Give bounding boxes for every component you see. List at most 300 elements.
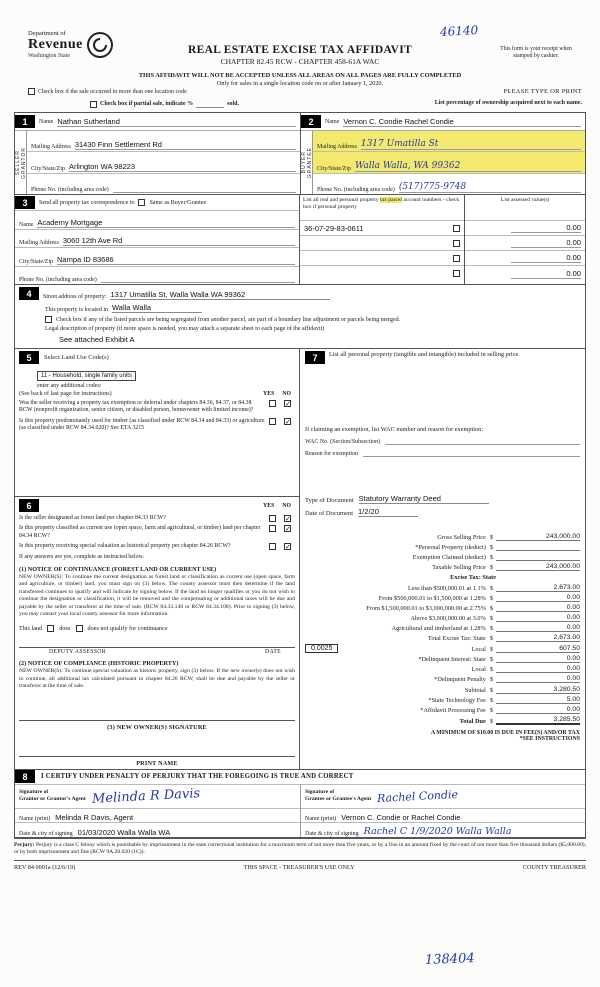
grantor-sig-label-line1: Signature of <box>19 789 49 796</box>
tax-value-field[interactable]: 0.00 <box>496 594 580 602</box>
tax-row-technology-fee <box>305 696 580 704</box>
grantee-date-row <box>301 823 585 837</box>
buyer-city-row <box>313 152 585 173</box>
send-correspondence-label: Send all property tax correspondence to <box>39 199 135 206</box>
multi-location-label: Check box if the sale occurred in more than one location code <box>38 88 187 95</box>
buyer-name-row <box>301 113 585 131</box>
tax-label: Local <box>471 646 486 654</box>
same-as-buyer-label: Same as Buyer/Grantee <box>149 199 207 206</box>
deputy-assessor-label: DEPUTY ASSESSOR <box>49 649 106 656</box>
new-owner-signature-label: (3) NEW OWNER(S) SIGNATURE <box>107 723 207 731</box>
parcel-header-pre: List all real and personal property <box>303 197 379 203</box>
grantee-name-field[interactable]: Vernon C. Condie or Rachel Condie <box>341 812 461 822</box>
tax-label: Total Due <box>459 717 486 725</box>
forest-answers <box>269 515 295 522</box>
header-row-1 <box>28 88 582 95</box>
personal-property-label: List all personal property (tangible and intangible) included in selling price. <box>329 351 520 358</box>
tax-value-field[interactable]: 0.00 <box>496 665 580 673</box>
tax-row-gross <box>305 533 580 541</box>
grantee-date-field[interactable]: Rachel C 1/9/2020 Walla Walla <box>363 825 512 837</box>
assessed-row <box>465 266 585 281</box>
personal-property-checkbox[interactable] <box>453 240 460 247</box>
dollar-sign: $ <box>489 544 493 552</box>
please-type-label: PLEASE TYPE OR PRINT <box>503 88 582 95</box>
parties-row <box>15 113 585 195</box>
current-use-yes-checkbox[interactable] <box>269 525 276 532</box>
buyer-phone-label: Phone No. (including area code) <box>317 186 395 193</box>
segregated-label: Check box if any of the listed parcels are being segregated from another parcel, are part of a boundary line adjustment or parcels being merged. <box>56 317 401 323</box>
same-as-buyer-checkbox[interactable] <box>138 199 145 206</box>
doc-date-field[interactable]: 1/2/20 <box>358 507 418 517</box>
forest-question-row <box>19 515 295 522</box>
parcel-row <box>300 221 464 236</box>
tax-row-tier2 <box>305 594 580 602</box>
historic-question: Is this property receiving special valuation as historical property per chapter 84.26 RCW? <box>19 543 231 550</box>
ownership-note: List percentage of ownership acquired next to each name. <box>434 100 582 106</box>
seller-city-row <box>27 152 300 173</box>
multi-location-line <box>28 88 187 95</box>
buyer-phone-field[interactable]: (517)775-9748 <box>399 182 581 193</box>
certification-grid <box>15 785 585 837</box>
deputy-assessor-labels <box>19 648 295 655</box>
dollar-sign: $ <box>489 686 493 694</box>
dollar-sign: $ <box>489 646 493 654</box>
certification-head <box>15 770 585 785</box>
grantor-sig-label-line2: Grantor or Grantor's Agent <box>19 796 86 803</box>
reason-row <box>305 448 580 457</box>
segregated-checkbox[interactable] <box>45 316 52 323</box>
notice-continuance-text: NEW OWNER(S): To continue the current designation as forest land or classification as current use (open space, farm and agriculture, or timber) land, you must sign on (3) below. The county assessor must then determine if the land transferred continues to qualify and will indicate by signing below. If the land no longer qualifies or you do not wish to continue the designation or classification, it will be removed and the compensating or additional taxes will be due and payable by the seller or transferor at the time of sale. (RCW 84.33.140 or RCW 84.34.108). Prior to signing (3) below, you may contact your local county assessor for more information. <box>19 573 295 617</box>
reason-label: Reason for exemption <box>305 451 358 457</box>
header-row-2 <box>90 100 582 108</box>
timber-yes-checkbox[interactable] <box>269 418 276 425</box>
seller-side-word-1: SELLER <box>14 149 21 176</box>
certification-section <box>15 770 585 838</box>
tax-row-local <box>305 644 580 653</box>
tax-value-field[interactable] <box>496 543 580 551</box>
doc-date-row <box>305 507 580 517</box>
minimum-due-note: A MINIMUM OF $10.00 IS DUE IN FEE(S) AND/OR TAX <box>430 729 580 736</box>
tax-value-field[interactable]: 0.00 <box>496 675 580 683</box>
tax-value-field[interactable]: 607.50 <box>496 645 580 653</box>
yes-no-header <box>263 391 295 397</box>
tax-label: *Delinquent Interest: State <box>418 656 486 664</box>
buyer-side-word-1: BUYER <box>300 151 307 174</box>
section-6-number: 6 <box>19 499 39 512</box>
parcel-row <box>300 236 464 251</box>
correspondence-phone-field[interactable] <box>101 274 295 283</box>
correspondence-name-label: Name <box>19 221 34 228</box>
seller-side-word-2: GRANTOR <box>20 146 27 179</box>
seller-city-label: City/State/Zip <box>31 165 65 172</box>
buyer-side-label <box>301 131 313 194</box>
tax-value-field[interactable]: 3,285.50 <box>496 716 580 725</box>
street-address-field[interactable]: 1317 Umatilla St, Walla Walla WA 99362 <box>110 290 330 300</box>
no-header-label: NO <box>282 391 291 397</box>
buyer-name-field[interactable]: Vernon C. Condie Rachel Condie <box>343 117 581 127</box>
land-use-section <box>15 349 299 497</box>
seller-name-field[interactable]: Nathan Sutherland <box>57 117 296 127</box>
section-8-number: 8 <box>15 770 35 783</box>
tax-row-total-due <box>305 716 580 725</box>
tax-value-field[interactable] <box>496 553 580 561</box>
buyer-city-field[interactable]: Walla Walla, WA 99362 <box>355 161 581 172</box>
legal-description-label: Legal description of property (if more space is needed, you may attach a separate sheet to each page of the affidavit) <box>45 326 325 332</box>
seller-name-label: Name <box>39 118 54 125</box>
wac-label: WAC No. (Section/Subsection) <box>305 439 381 445</box>
forest-land-section <box>15 497 299 769</box>
buyer-side-word-2: GRANTEE <box>306 146 313 179</box>
dollar-sign: $ <box>489 696 493 704</box>
deputy-assessor-signature-line[interactable] <box>19 632 295 648</box>
land-use-head <box>19 351 295 364</box>
dollar-sign: $ <box>489 614 493 622</box>
grantor-name-field[interactable]: Melinda R Davis, Agent <box>55 812 134 822</box>
property-section <box>15 285 585 349</box>
tax-label: Taxable Selling Price <box>432 564 486 572</box>
grantor-date-field[interactable]: 01/03/2020 Walla Walla WA <box>77 827 171 837</box>
current-use-question: Is this property classified as current use (open space, farm and agricultural, or timber) land per chapter 84.34 RCW? <box>19 525 261 539</box>
parcel-column-header <box>300 195 464 221</box>
qualify-row <box>19 625 295 632</box>
seller-mailing-field[interactable]: 31430 Finn Settlement Rd <box>75 140 296 150</box>
historic-question-row <box>19 543 295 550</box>
buyer-mailing-field[interactable]: 1317 Umatilla St <box>361 139 581 150</box>
tax-row-total-state <box>305 634 580 642</box>
tax-value-field[interactable]: 0.00 <box>496 614 580 622</box>
forest-yes-no-header <box>263 503 295 509</box>
correspondence-city-label: City/State/Zip <box>19 258 53 265</box>
parcel-header-post: account numbers - check box if personal property <box>303 197 460 210</box>
tax-label: From $1,500,000.01 to $3,000,000.00 at 2.75% <box>366 604 486 612</box>
buyer-body <box>301 131 585 194</box>
partial-sale-suffix: sold. <box>227 101 240 107</box>
section-1-number: 1 <box>15 115 35 128</box>
additional-codes-label: enter any additional codes: <box>37 383 102 389</box>
seller-body <box>15 131 300 194</box>
assessed-value-field[interactable]: 0.00 <box>511 238 581 248</box>
personal-property-checkbox[interactable] <box>453 270 460 277</box>
rev-number: REV 84 0001a (12/6/19) <box>14 864 76 872</box>
tax-value-field <box>496 573 580 581</box>
does-label: does <box>59 625 71 633</box>
dollar-sign: $ <box>489 564 493 572</box>
reason-field[interactable] <box>363 448 580 457</box>
exemption-answers <box>269 400 295 415</box>
main-columns <box>15 349 585 770</box>
tax-row-taxable <box>305 563 580 571</box>
correspondence-mailing-field[interactable]: 3060 12th Ave Rd <box>63 236 295 246</box>
revenue-line: Revenue <box>28 37 83 52</box>
tax-row-delinquent-penalty <box>305 675 580 683</box>
tax-value-field[interactable]: 0.00 <box>496 655 580 663</box>
seller-fields <box>27 131 300 194</box>
tax-value-field[interactable]: 3,280.50 <box>496 686 580 694</box>
notice-continuance-title: (1) NOTICE OF CONTINUANCE (FOREST LAND OR CURRENT USE) <box>19 565 217 573</box>
timber-answers <box>269 418 295 433</box>
correspondence-mailing-row <box>15 230 299 249</box>
tax-value-field[interactable]: 0.00 <box>496 624 580 632</box>
dollar-sign: $ <box>489 624 493 632</box>
receipt-note: This form is your receipt when stamped by cashier. <box>500 46 572 60</box>
dollar-sign: $ <box>489 676 493 684</box>
buyer-name-label: Name <box>325 118 340 125</box>
grantor-signature[interactable]: Melinda R Davis <box>91 785 201 807</box>
timber-no-checkbox[interactable]: ✓ <box>285 417 291 426</box>
seller-section <box>15 113 300 194</box>
land-use-code-field[interactable]: 11 - Household, single family units <box>37 371 136 381</box>
land-use-label: Select Land Use Code(s) <box>44 354 109 361</box>
wac-field[interactable] <box>385 436 580 445</box>
buyer-phone-row <box>313 174 585 194</box>
seller-phone-label: Phone No. (including area code) <box>31 186 109 193</box>
tax-label: Less than $500,000.01 at 1.1% <box>408 584 486 592</box>
form-chapter: CHAPTER 82.45 RCW - CHAPTER 458-61A WAC <box>220 57 380 66</box>
tax-row-delinquent-interest-state <box>305 655 580 663</box>
right-column <box>300 349 585 769</box>
seller-side-label <box>15 131 27 194</box>
deputy-date-label: DATE <box>264 649 281 656</box>
tax-label: *Affidavit Processing Fee <box>420 706 486 714</box>
forest-no-checkbox[interactable]: ✓ <box>285 515 291 523</box>
personal-property-blank-area[interactable] <box>305 364 580 426</box>
correspondence-fields <box>15 211 299 284</box>
tax-row-agricultural <box>305 624 580 632</box>
grantee-name-label: Name (print) <box>305 815 337 822</box>
treasurer-space-label: THIS SPACE - TREASURER'S USE ONLY <box>243 864 355 872</box>
tax-value-field[interactable]: 5.00 <box>496 696 580 704</box>
forest-yes-checkbox[interactable] <box>269 515 276 522</box>
located-in-row <box>45 303 581 313</box>
assessed-value-field[interactable]: 0.00 <box>511 269 581 279</box>
personal-property-checkbox[interactable] <box>453 255 460 262</box>
tax-label: Exemption Claimed (deduct) <box>412 554 486 562</box>
tax-value-field[interactable]: 0.00 <box>496 706 580 714</box>
current-use-question-row <box>19 525 295 540</box>
instructions-yn-row <box>19 391 295 397</box>
seller-mailing-row <box>27 131 300 152</box>
form-title: REAL ESTATE EXCISE TAX AFFIDAVIT <box>188 44 412 56</box>
forest-yes-header: YES <box>263 502 275 509</box>
dollar-sign: $ <box>489 594 493 602</box>
correspondence-phone-row <box>15 267 299 285</box>
tax-label: *Delinquent Penalty <box>434 676 486 684</box>
dollar-sign: $ <box>489 656 493 664</box>
historic-no-checkbox[interactable]: ✓ <box>285 543 291 552</box>
washington-state-line: Washington State <box>28 53 71 59</box>
correspondence-city-row <box>15 248 299 267</box>
section-5-number: 5 <box>19 351 39 364</box>
see-instructions-note: *SEE INSTRUCTIONS <box>519 735 580 742</box>
exemption-yes-checkbox[interactable] <box>269 400 276 407</box>
tax-label: Above $3,000,000.00 at 3.0% <box>410 614 486 622</box>
correspondence-name-row <box>15 211 299 230</box>
doc-type-label: Type of Document <box>305 497 354 504</box>
parcel-row <box>300 251 464 266</box>
tax-label: Gross Selling Price <box>437 534 486 542</box>
dollar-sign: $ <box>489 604 493 612</box>
exemption-claim-label: If claiming an exemption, list WAC number and reason for exemption: <box>305 426 484 433</box>
correspondence-parcels-row <box>15 195 585 285</box>
tax-row-tier4 <box>305 614 580 622</box>
tax-value-field[interactable]: 2,673.00 <box>496 584 580 592</box>
assessed-value-field[interactable]: 0.00 <box>511 223 581 233</box>
current-use-no-checkbox[interactable]: ✓ <box>285 525 291 534</box>
yes-header-label: YES <box>263 391 275 397</box>
buyer-mailing-label: Mailing Address <box>317 144 357 151</box>
print-name-line[interactable] <box>19 741 295 757</box>
exemption-no-checkbox[interactable]: ✓ <box>285 400 291 408</box>
grantee-name-row <box>301 809 585 823</box>
warning-line: THIS AFFIDAVIT WILL NOT BE ACCEPTED UNLESS ALL AREAS ON ALL PAGES ARE FULLY COMPLETED <box>138 72 462 79</box>
correspondence-city-field[interactable]: Nampa ID 83686 <box>57 255 295 265</box>
does-checkbox[interactable] <box>47 625 54 632</box>
seller-phone-row <box>27 174 300 194</box>
located-in-label: This property is located in <box>45 307 108 313</box>
section-7-number: 7 <box>305 351 325 364</box>
perjury-body: Perjury is a class C felony which is punishable by imprisonment in the state correctional institution for a maximum term of not more than five years, or by a fine in an amount fixed by the court of not more than five thousand dollars ($5,000.00), or by both imprisonment and fine (RCW 9A.20.020 (1C)). <box>14 841 586 855</box>
forest-head <box>19 499 295 512</box>
grantee-sig-label-line2: Grantee or Grantee's Agent <box>305 796 372 803</box>
county-treasurer-label: COUNTY TREASURER <box>522 864 586 872</box>
section-4-number: 4 <box>19 287 39 300</box>
grantor-signature-row <box>15 785 300 809</box>
grantee-sig-label-line1: Signature of <box>305 789 335 796</box>
assessed-value-field[interactable]: 0.00 <box>511 253 581 263</box>
tax-row-affidavit-fee <box>305 706 580 714</box>
new-owner-signature-line[interactable] <box>19 705 295 721</box>
personal-property-head <box>305 351 580 364</box>
tax-label: Local <box>471 666 486 674</box>
forest-no-header: NO <box>282 502 291 509</box>
correspondence-name-field[interactable]: Academy Mortgage <box>37 218 295 228</box>
tax-label: *State Technology Fee <box>428 696 486 704</box>
seller-mailing-label: Mailing Address <box>31 144 71 151</box>
form-footer <box>14 860 586 871</box>
buyer-mailing-row <box>313 131 585 152</box>
tax-table <box>305 531 580 725</box>
dept-line: Department of <box>28 30 66 37</box>
legal-description-value-row <box>59 335 581 344</box>
assessed-row <box>465 221 585 236</box>
seller-phone-field[interactable] <box>113 184 296 193</box>
this-land-label: This land <box>19 625 43 633</box>
street-address-label: Street address of property: <box>43 294 107 300</box>
buyer-fields <box>313 131 585 194</box>
parcel-column <box>300 195 465 284</box>
partial-sale-blank[interactable] <box>196 100 224 108</box>
dollar-sign: $ <box>489 534 493 542</box>
correspondence-head <box>15 195 299 211</box>
partial-sale-checkbox[interactable] <box>90 101 97 108</box>
exemption-question: Was the seller receiving a property tax exemption or deferral under chapters 84.36, 84.37, or 84.38 RCW (nonprofit organization, senior citizen, or disabled person, homeowner with limited income)? <box>19 400 254 414</box>
seller-name-row <box>15 113 300 131</box>
does-not-checkbox[interactable] <box>76 625 83 632</box>
complete-note: If any answers are yes, complete as instructed below. <box>19 553 144 560</box>
tax-value-field[interactable]: 243,000.00 <box>496 533 580 541</box>
tax-label: Total Excise Tax: State <box>427 635 486 643</box>
tax-row-personal-deduct <box>305 543 580 551</box>
legal-description-field[interactable]: See attached Exhibit A <box>59 335 135 344</box>
local-rate-box[interactable]: 0.0025 <box>305 644 338 653</box>
tax-row-exemption-deduct <box>305 553 580 561</box>
grantor-signature-label <box>19 789 86 802</box>
tax-row-excise-header <box>305 573 580 581</box>
left-column <box>15 349 300 769</box>
parcel-row <box>300 266 464 281</box>
partial-sale-label: Check box if partial sale, indicate % <box>100 101 194 107</box>
assessed-column-header: List assessed value(s) <box>465 195 585 221</box>
tax-label: Agricultural and timberland at 1.28% <box>391 624 486 632</box>
multi-location-checkbox[interactable] <box>28 88 35 95</box>
receipt-number-handwritten: 46140 <box>439 23 479 39</box>
parcel-header-highlight: tax parcel <box>380 197 402 203</box>
dollar-sign: $ <box>489 584 493 592</box>
legal-description-row <box>45 326 581 332</box>
grantor-date-label: Date & city of signing <box>19 830 73 837</box>
form-header <box>0 0 600 112</box>
seller-city-field[interactable]: Arlington WA 98223 <box>69 162 296 172</box>
correspondence-phone-label: Phone No. (including area code) <box>19 277 97 283</box>
print-name-label: PRINT NAME <box>136 759 178 767</box>
dollar-sign: $ <box>489 554 493 562</box>
doc-type-field[interactable]: Statutory Warranty Deed <box>359 494 489 504</box>
grantor-name-row <box>15 809 300 823</box>
single-location-note: Only for sales in a single location code on or after January 1, 2020. <box>216 80 384 87</box>
personal-property-checkbox[interactable] <box>453 225 460 232</box>
tax-label: Subtotal <box>464 686 486 694</box>
buyer-section <box>300 113 585 194</box>
dollar-sign: $ <box>489 706 493 714</box>
assessed-row <box>465 236 585 251</box>
tax-label: From $500,000.01 to $1,500,000 at 1.28% <box>378 594 486 602</box>
grantee-half <box>300 785 585 837</box>
dollar-sign: $ <box>489 666 493 674</box>
segregated-row <box>45 316 581 323</box>
tax-label: *Personal Property (deduct) <box>415 544 486 552</box>
reason-blank-area[interactable] <box>305 457 580 491</box>
tax-row-tier3 <box>305 604 580 612</box>
parcel-number-field[interactable]: 36-07-29-83-0611 <box>304 223 364 233</box>
see-back-note: (See back of last page for instructions) <box>19 391 112 397</box>
tax-value-field[interactable]: 243,000.00 <box>496 563 580 571</box>
perjury-label: Perjury: <box>14 841 35 848</box>
perjury-note <box>14 842 586 857</box>
street-address-row <box>19 287 581 300</box>
historic-yes-checkbox[interactable] <box>269 543 276 550</box>
tax-value-field[interactable]: 0.00 <box>496 604 580 612</box>
notice-compliance-text: NEW OWNER(S): To continue special valuation as historic property, sign (3) below. If the new owner(s) does not wish to continue, all additional tax calculated pursuant to chapter 84.26 RCW, shall be due and payable by the seller or transferor at the time of sale. <box>19 668 295 690</box>
wac-row <box>305 436 580 445</box>
notice-compliance-title: (2) NOTICE OF COMPLIANCE (HISTORIC PROPERTY) <box>19 660 179 668</box>
historic-answers <box>269 543 295 550</box>
tax-value-field[interactable]: 2,673.00 <box>496 634 580 642</box>
assessed-column <box>465 195 585 284</box>
dollar-sign: $ <box>489 635 493 643</box>
tax-label: Excise Tax: State <box>450 574 496 582</box>
treasurer-stamp-number: 138404 <box>424 951 475 968</box>
section-3-number: 3 <box>15 196 35 209</box>
grantee-signature-row <box>301 785 585 809</box>
grantee-signature[interactable]: Rachel Condie <box>376 787 459 805</box>
grantee-signature-label <box>305 789 371 802</box>
located-in-field[interactable]: Walla Walla <box>112 303 202 313</box>
grantor-name-label: Name (print) <box>19 815 51 822</box>
timber-question: Is this property predominantly used for timber (as classified under RCW 84.34 and 84.33) or agriculture (as classified under RCW 84.34.020)? See ETA 3215 <box>19 417 265 432</box>
personal-property-section <box>300 349 585 769</box>
exemption-question-row <box>19 400 295 415</box>
dollar-sign: $ <box>489 717 493 725</box>
